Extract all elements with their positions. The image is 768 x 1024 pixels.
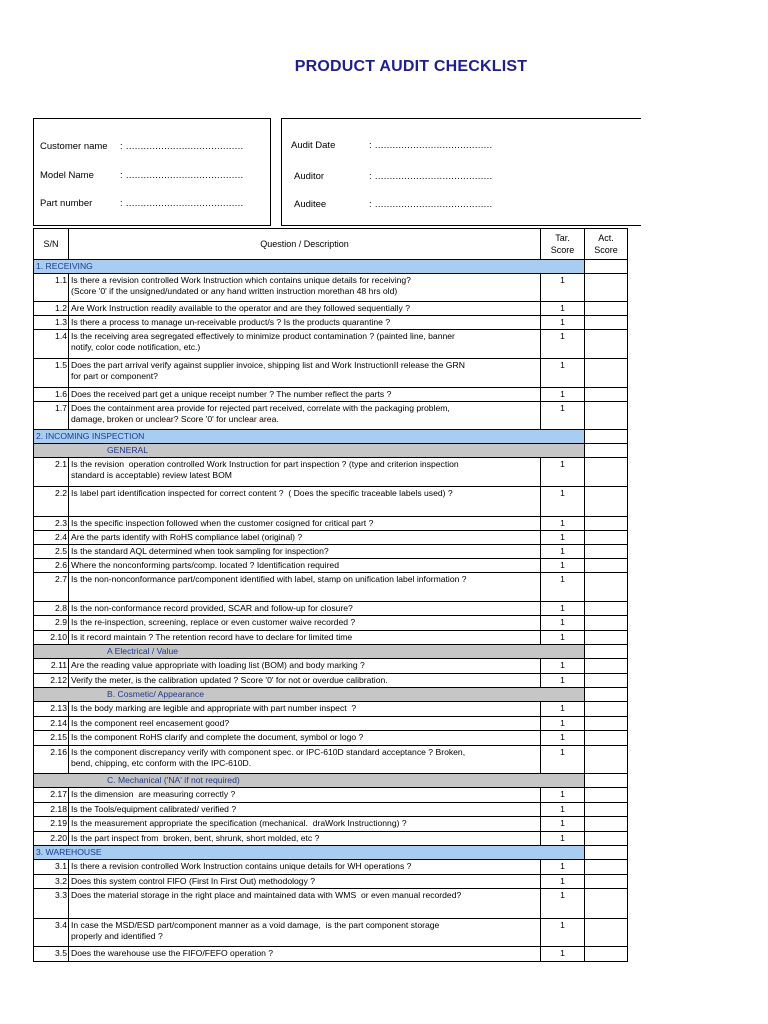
table-row (34, 919, 628, 947)
row-target-score: 1 (541, 531, 585, 545)
row-actual-score-input[interactable] (585, 717, 628, 731)
row-actual-score-input[interactable] (585, 545, 628, 559)
row-actual-score-input[interactable] (585, 388, 628, 402)
row-target-score: 1 (541, 616, 585, 631)
info-label: Customer name (40, 141, 108, 152)
row-actual-score-input[interactable] (585, 517, 628, 531)
section-title: 1. RECEIVING (34, 260, 585, 274)
row-sn: 2.20 (34, 832, 69, 846)
info-row-model-name (34, 170, 270, 184)
section-act-score-cell (585, 444, 628, 458)
table-row (34, 702, 628, 717)
row-sn: 2.19 (34, 817, 69, 832)
row-actual-score-input[interactable] (585, 402, 628, 430)
section-title: 3. WAREHOUSE (34, 846, 585, 860)
row-sn: 3.5 (34, 947, 69, 962)
row-sn: 2.12 (34, 674, 69, 688)
section-title: 2. INCOMING INSPECTION (34, 430, 585, 444)
table-row (34, 458, 628, 487)
section-act-score-cell (585, 260, 628, 274)
info-row-auditor (282, 171, 641, 185)
info-box-customer (33, 118, 271, 226)
section-header-row (34, 846, 628, 860)
row-target-score: 1 (541, 746, 585, 774)
row-actual-score-input[interactable] (585, 316, 628, 330)
row-question: Is there a revision controlled Work Instruction which contains unique details for receiving? (Score '0' if the unsigned/undated or any hand written instruction morethan 48 hrs old) (69, 274, 541, 302)
table-row (34, 517, 628, 531)
column-header-question: Question / Description (69, 229, 541, 260)
row-question: Is the receiving area segregated effectively to minimize product contamination ? (painted line, banner notify, color code notification, etc.) (69, 330, 541, 359)
section-act-score-cell (585, 688, 628, 702)
subsection-title: A Electrical / Value (34, 645, 585, 659)
row-target-score: 1 (541, 330, 585, 359)
table-row (34, 947, 628, 962)
row-actual-score-input[interactable] (585, 889, 628, 919)
row-target-score: 1 (541, 487, 585, 517)
subsection-title: C. Mechanical ('NA' if not required) (34, 774, 585, 788)
info-row-customer-name (34, 141, 270, 155)
subsection-header-row (34, 444, 628, 458)
table-row (34, 817, 628, 832)
table-row (34, 746, 628, 774)
row-target-score: 1 (541, 889, 585, 919)
row-target-score: 1 (541, 803, 585, 817)
row-question: Is the component discrepancy verify with component spec. or IPC-610D standard acceptance ? Broken, bend, chipping, etc conform with the IPC-610D. (69, 746, 541, 774)
table-row (34, 731, 628, 746)
section-act-score-cell (585, 774, 628, 788)
row-sn: 2.5 (34, 545, 69, 559)
row-sn: 2.4 (34, 531, 69, 545)
row-sn: 2.6 (34, 559, 69, 573)
subsection-header-row (34, 774, 628, 788)
row-sn: 2.13 (34, 702, 69, 717)
row-target-score: 1 (541, 274, 585, 302)
row-target-score: 1 (541, 817, 585, 832)
table-row (34, 487, 628, 517)
row-target-score: 1 (541, 316, 585, 330)
row-sn: 2.7 (34, 573, 69, 602)
row-question: Is the component reel encasement good? (69, 717, 541, 731)
row-actual-score-input[interactable] (585, 817, 628, 832)
row-actual-score-input[interactable] (585, 832, 628, 846)
row-sn: 2.18 (34, 803, 69, 817)
table-row (34, 402, 628, 430)
section-act-score-cell (585, 846, 628, 860)
row-target-score: 1 (541, 388, 585, 402)
row-question: Is the non-conformance record provided, SCAR and follow-up for closure? (69, 602, 541, 616)
table-row (34, 631, 628, 645)
section-act-score-cell (585, 645, 628, 659)
column-header-act-score: Act. Score (585, 229, 628, 260)
row-actual-score-input[interactable] (585, 487, 628, 517)
table-row (34, 602, 628, 616)
row-sn: 2.11 (34, 659, 69, 674)
info-value: : ........................................ (369, 171, 493, 182)
row-sn: 2.15 (34, 731, 69, 746)
row-target-score: 1 (541, 919, 585, 947)
table-row (34, 316, 628, 330)
row-question: Does the received part get a unique receipt number ? The number reflect the parts ? (69, 388, 541, 402)
table-row (34, 559, 628, 573)
row-question: Are Work Instruction readily available to the operator and are they followed sequentially ? (69, 302, 541, 316)
info-row-audit-date (282, 140, 641, 154)
subsection-title: GENERAL (34, 444, 585, 458)
row-sn: 1.3 (34, 316, 69, 330)
row-actual-score-input[interactable] (585, 302, 628, 316)
row-question: Where the nonconforming parts/comp. located ? Identification required (69, 559, 541, 573)
row-question: Is the body marking are legible and appropriate with part number inspect ? (69, 702, 541, 717)
row-actual-score-input[interactable] (585, 616, 628, 631)
row-target-score: 1 (541, 458, 585, 487)
row-question: Verify the meter, is the calibration updated ? Score '0' for not or overdue calibration. (69, 674, 541, 688)
row-actual-score-input[interactable] (585, 559, 628, 573)
table-row (34, 889, 628, 919)
subsection-title: B. Cosmetic/ Appearance (34, 688, 585, 702)
page-title: PRODUCT AUDIT CHECKLIST (294, 58, 528, 75)
row-target-score: 1 (541, 731, 585, 746)
row-question: Is the part inspect from broken, bent, shrunk, short molded, etc ? (69, 832, 541, 846)
row-target-score: 1 (541, 674, 585, 688)
row-sn: 1.5 (34, 359, 69, 388)
table-row (34, 788, 628, 803)
row-actual-score-input[interactable] (585, 746, 628, 774)
table-row (34, 659, 628, 674)
row-sn: 2.14 (34, 717, 69, 731)
table-row (34, 875, 628, 889)
table-row (34, 330, 628, 359)
row-actual-score-input[interactable] (585, 674, 628, 688)
row-target-score: 1 (541, 517, 585, 531)
info-label: Model Name (40, 170, 94, 181)
info-row-auditee (282, 199, 641, 213)
subsection-header-row (34, 688, 628, 702)
info-value: : ........................................ (369, 140, 493, 151)
row-question: Are the reading value appropriate with loading list (BOM) and body marking ? (69, 659, 541, 674)
table-row (34, 832, 628, 846)
row-question: Is the Tools/equipment calibrated/ verified ? (69, 803, 541, 817)
row-question: Is the component RoHS clarify and complete the document, symbol or logo ? (69, 731, 541, 746)
row-actual-score-input[interactable] (585, 631, 628, 645)
row-question: Is the specific inspection followed when the customer cosigned for critical part ? (69, 517, 541, 531)
row-question: Is the re-inspection, screening, replace or even customer waive recorded ? (69, 616, 541, 631)
info-value: : ........................................ (369, 199, 493, 210)
row-target-score: 1 (541, 788, 585, 803)
row-actual-score-input[interactable] (585, 330, 628, 359)
row-question: Does the material storage in the right place and maintained data with WMS or even manual recorded? (69, 889, 541, 919)
row-actual-score-input[interactable] (585, 947, 628, 962)
row-actual-score-input[interactable] (585, 731, 628, 746)
table-row (34, 717, 628, 731)
row-sn: 3.4 (34, 919, 69, 947)
row-sn: 2.8 (34, 602, 69, 616)
row-target-score: 1 (541, 702, 585, 717)
row-actual-score-input[interactable] (585, 803, 628, 817)
table-row (34, 545, 628, 559)
section-act-score-cell (585, 430, 628, 444)
table-row (34, 302, 628, 316)
row-actual-score-input[interactable] (585, 875, 628, 889)
info-box-audit (281, 118, 641, 226)
table-row (34, 359, 628, 388)
row-question: Are the parts identify with RoHS compliance label (original) ? (69, 531, 541, 545)
row-question: Is there a process to manage un-receivable product/s ? Is the products quarantine ? (69, 316, 541, 330)
table-row (34, 674, 628, 688)
row-sn: 1.2 (34, 302, 69, 316)
info-value: : ........................................ (120, 198, 244, 209)
row-sn: 3.1 (34, 860, 69, 875)
row-target-score: 1 (541, 402, 585, 430)
row-question: Is the measurement appropriate the specification (mechanical. draWork Instructionng) ? (69, 817, 541, 832)
info-value: : ........................................ (120, 141, 244, 152)
row-target-score: 1 (541, 559, 585, 573)
row-target-score: 1 (541, 573, 585, 602)
row-sn: 2.16 (34, 746, 69, 774)
row-actual-score-input[interactable] (585, 274, 628, 302)
row-target-score: 1 (541, 359, 585, 388)
section-header-row (34, 430, 628, 444)
row-sn: 3.2 (34, 875, 69, 889)
row-question: Is the non-nonconformance part/component identified with label, stamp on unification label information ? (69, 573, 541, 602)
table-row (34, 531, 628, 545)
table-row (34, 274, 628, 302)
row-sn: 1.7 (34, 402, 69, 430)
row-sn: 1.1 (34, 274, 69, 302)
column-header-tar-score: Tar. Score (541, 229, 585, 260)
row-question: In case the MSD/ESD part/component manner as a void damage, is the part component storage properly and identified ? (69, 919, 541, 947)
row-target-score: 1 (541, 631, 585, 645)
row-target-score: 1 (541, 602, 585, 616)
row-sn: 3.3 (34, 889, 69, 919)
column-header-sn: S/N (34, 229, 69, 260)
audit-checklist-table (33, 228, 628, 962)
row-sn: 2.9 (34, 616, 69, 631)
subsection-header-row (34, 645, 628, 659)
row-target-score: 1 (541, 717, 585, 731)
row-sn: 2.10 (34, 631, 69, 645)
row-actual-score-input[interactable] (585, 531, 628, 545)
info-label: Audit Date (291, 140, 336, 151)
info-label: Auditor (294, 171, 325, 182)
row-question: Does the warehouse use the FIFO/FEFO operation ? (69, 947, 541, 962)
row-target-score: 1 (541, 875, 585, 889)
row-sn: 2.3 (34, 517, 69, 531)
row-question: Is the standard AQL determined when took sampling for inspection? (69, 545, 541, 559)
info-label: Part number (40, 198, 93, 209)
table-row (34, 860, 628, 875)
row-target-score: 1 (541, 545, 585, 559)
row-target-score: 1 (541, 947, 585, 962)
row-actual-score-input[interactable] (585, 359, 628, 388)
row-question: Is the dimension are measuring correctly ? (69, 788, 541, 803)
row-question: Is label part identification inspected for correct content ? ( Does the specific traceable labels used) ? (69, 487, 541, 517)
row-question: Is there a revision controlled Work Instruction contains unique details for WH operations ? (69, 860, 541, 875)
row-sn: 1.6 (34, 388, 69, 402)
row-question: Does the part arrival verify against supplier invoice, shipping list and Work InstructionII release the GRN for part or component? (69, 359, 541, 388)
row-sn: 1.4 (34, 330, 69, 359)
info-label: Auditee (294, 199, 327, 210)
row-actual-score-input[interactable] (585, 458, 628, 487)
table-row (34, 388, 628, 402)
row-target-score: 1 (541, 832, 585, 846)
row-target-score: 1 (541, 659, 585, 674)
row-actual-score-input[interactable] (585, 659, 628, 674)
table-row (34, 803, 628, 817)
row-actual-score-input[interactable] (585, 788, 628, 803)
row-target-score: 1 (541, 860, 585, 875)
section-header-row (34, 260, 628, 274)
table-row (34, 616, 628, 631)
table-row (34, 573, 628, 602)
row-actual-score-input[interactable] (585, 602, 628, 616)
row-actual-score-input[interactable] (585, 702, 628, 717)
row-actual-score-input[interactable] (585, 860, 628, 875)
row-sn: 2.17 (34, 788, 69, 803)
row-sn: 2.2 (34, 487, 69, 517)
info-value: : ........................................ (120, 170, 244, 181)
row-question: Is it record maintain ? The retention record have to declare for limited time (69, 631, 541, 645)
row-question: Does the containment area provide for rejected part received, correlate with the packaging problem, damage, broken or unclear? Score '0' for unclear area. (69, 402, 541, 430)
row-question: Does this system control FIFO (First In First Out) methodology ? (69, 875, 541, 889)
row-actual-score-input[interactable] (585, 573, 628, 602)
info-row-part-number (34, 198, 270, 212)
row-sn: 2.1 (34, 458, 69, 487)
row-actual-score-input[interactable] (585, 919, 628, 947)
row-question: Is the revision operation controlled Work Instruction for part inspection ? (type and criterion inspection standard is acceptable) review latest BOM (69, 458, 541, 487)
table-header-row (34, 229, 628, 260)
row-target-score: 1 (541, 302, 585, 316)
